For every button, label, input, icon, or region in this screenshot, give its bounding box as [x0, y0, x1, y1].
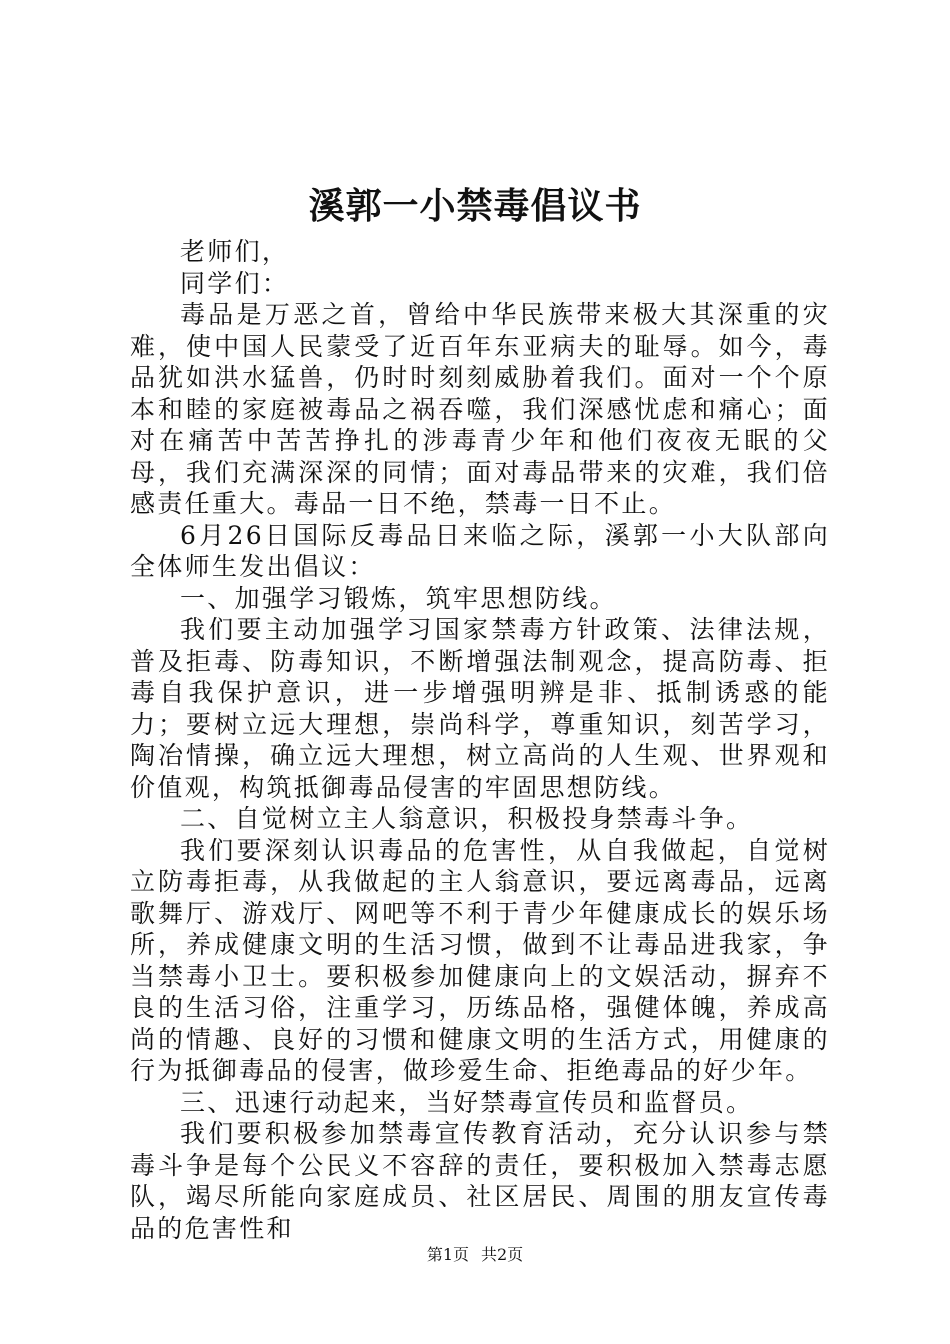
page-number: 第1页 — [426, 1245, 469, 1264]
section-heading-2: 二、自觉树立主人翁意识，积极投身禁毒斗争。 — [180, 804, 754, 833]
salutation-students: 同学们： — [180, 268, 290, 298]
section-heading-3: 三、迅速行动起来，当好禁毒宣传员和监督员。 — [180, 1087, 754, 1117]
salutation-teachers: 老师们， — [180, 237, 290, 266]
document-body — [130, 236, 830, 1244]
proposal-paragraph: 6月26日国际反毒品日来临之际，溪郭一小大队部向全体师生发出倡议： — [130, 520, 830, 581]
intro-paragraph: 毒品是万恶之首，曾给中华民族带来极大其深重的灾难，使中国人民蒙受了近百年东亚病夫的耻辱。如今，毒品犹如洪水猛兽，仍时时刻刻威胁着我们。面对一个个原本和睦的家庭被毒品之祸吞噬，我们深感忧虑和痛心；面对在痛苦中苦苦挣扎的涉毒青少年和他们夜夜无眠的父母，我们充满深深的同情；面对毒品带来的灾难，我们倍感责任重大。毒品一日不绝，禁毒一日不止。 — [130, 300, 830, 518]
section-body-1: 我们要主动加强学习国家禁毒方针政策、法律法规，普及拒毒、防毒知识，不断增强法制观念，提高防毒、拒毒自我保护意识，进一步增强明辨是非、抵制诱惑的能力；要树立远大理想，崇尚科学，尊重知识，刻苦学习，陶冶情操，确立远大理想，树立高尚的人生观、世界观和价值观，构筑抵御毒品侵害的牢固思想防线。 — [130, 615, 830, 802]
section-body-2: 我们要深刻认识毒品的危害性，从自我做起，自觉树立防毒拒毒，从我做起的主人翁意识，要远离毒品，远离歌舞厅、游戏厅、网吧等不利于青少年健康成长的娱乐场所，养成健康文明的生活习惯，做到不让毒品进我家，争当禁毒小卫士。要积极参加健康向上的文娱活动，摒弃不良的生活习俗，注重学习，历练品格，强健体魄，养成高尚的情趣、良好的习惯和健康文明的生活方式，用健康的行为抵御毒品的侵害，做珍爱生命、拒绝毒品的好少年。 — [130, 835, 830, 1085]
document-title: 溪郭一小禁毒倡议书 — [308, 185, 642, 227]
page-footer — [0, 1244, 950, 1266]
page-total: 共2页 — [481, 1245, 524, 1264]
section-heading-1: 一、加强学习锻炼，筑牢思想防线。 — [180, 583, 617, 613]
section-body-3: 我们要积极参加禁毒宣传教育活动，充分认识参与禁毒斗争是每个公民义不容辞的责任，要积极加入禁毒志愿队，竭尽所能向家庭成员、社区居民、周围的朋友宣传毒品的危害性和 — [130, 1119, 830, 1243]
